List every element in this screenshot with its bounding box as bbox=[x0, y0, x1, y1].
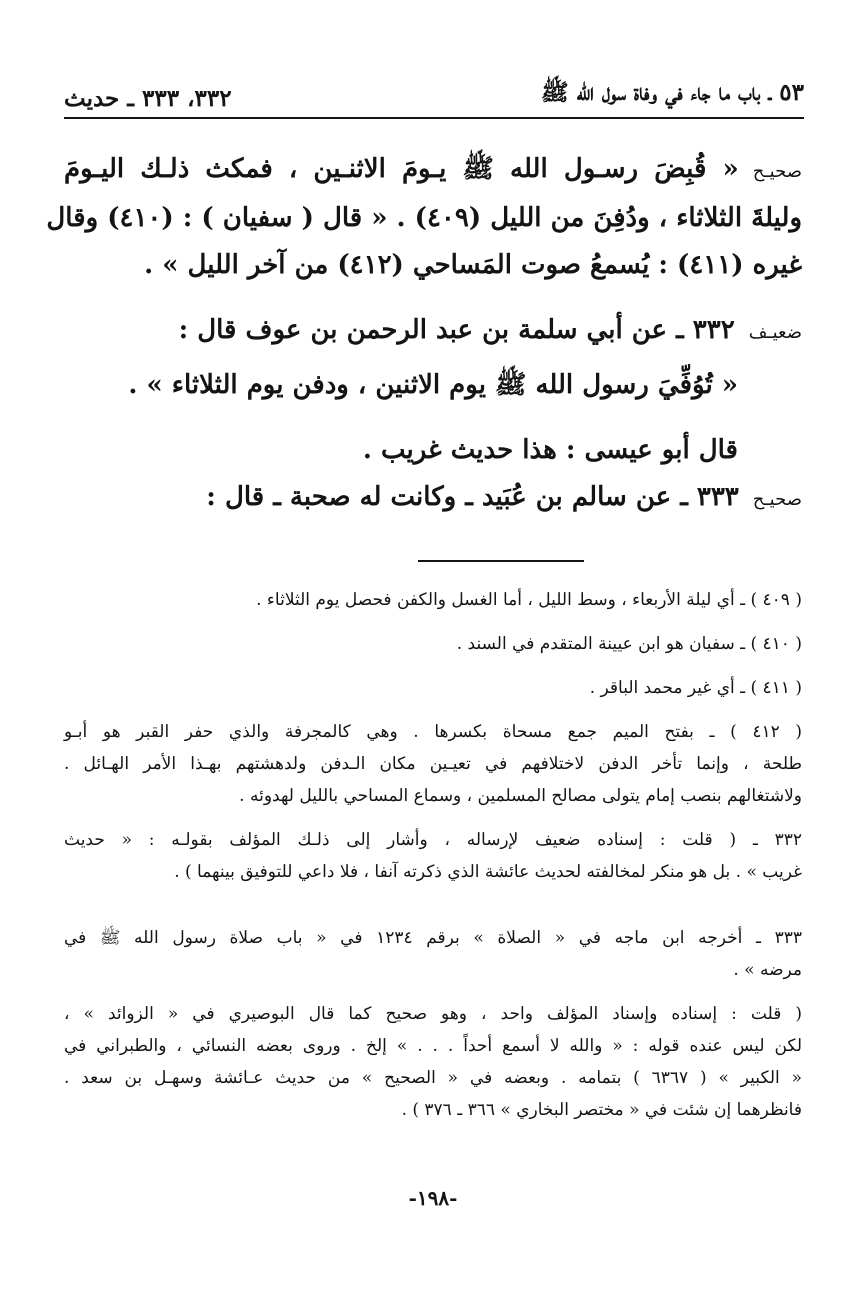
commentary-332: ٣٣٢ ـ ( قلت : إسناده ضعيف لإرساله ، وأشار إلى ذلـك المؤلف بقولـه : « حديث غريب » . بل هو منكر لمخالفته لحديث عائشة الذي ذكرته آنفا ، فلا داعي للتوفيق بينهما ) . bbox=[64, 830, 802, 882]
grade-label: ضعيـف bbox=[748, 322, 802, 343]
hadith-332-text: « تُوُفِّيَ رسول الله ﷺ يوم الاثنين ، ودفن يوم الثلاثاء » . bbox=[128, 370, 738, 400]
hadith-332-comment: قال أبو عيسى : هذا حديث غريب . bbox=[362, 435, 738, 465]
footnote-411: ( ٤١١ ) ـ أي غير محمد الباقر . bbox=[589, 678, 802, 698]
footnotes bbox=[64, 584, 802, 1138]
hadith-332-intro: ضعيـف٣٣٢ ـ عن أبي سلمة بن عبد الرحمن بن عوف قال : bbox=[178, 315, 802, 345]
commentary-333-verdict: ( قلت : إسناده وإسناد المؤلف واحد ، وهو صحيح كما قال البوصيري في « الزوائد » ، لكن ليس عنده قوله : « والله لا أسمع أحداً . . . » إلخ . وروى بعضه النسائي ، والطبراني في « الكبير » ( ٦٣٦٧ ) بتمامه . وبعضه في « الصحيح » من حديث عـائشة وسهـل بن سعد . فانظرهما إن شئت في « مختصر البخاري » ٣٦٦ ـ ٣٧٦ ) . bbox=[64, 1004, 802, 1120]
footnote-409: ( ٤٠٩ ) ـ أي ليلة الأربعاء ، وسط الليل ، أما الغسل والكفن فحصل يوم الثلاثاء . bbox=[256, 590, 802, 610]
commentary-333: ٣٣٣ ـ أخرجه ابن ماجه في « الصلاة » برقم ١٢٣٤ في « باب صلاة رسول الله ﷺ في مرضه » . bbox=[64, 928, 802, 980]
hadith-range: ٣٣٢، ٣٣٣ ـ حديث bbox=[64, 85, 232, 112]
chapter-title: ٥٣ ـ باب ما جاء في وفاة سول الله ﷺ bbox=[540, 79, 804, 106]
running-header bbox=[64, 62, 804, 112]
grade-label: صحيـح bbox=[752, 489, 802, 510]
footnote-410: ( ٤١٠ ) ـ سفيان هو ابن عيينة المتقدم في السند . bbox=[456, 634, 802, 654]
hadith-331-line-1: صحيـح« قُبِضَ رسـول الله ﷺ يـومَ الاثنـين ، فمكث ذلـك اليـومَ bbox=[64, 154, 802, 184]
footnote-412: ( ٤١٢ ) ـ بفتح الميم جمع مسحاة بكسرها . وهي كالمجرفة والذي حفر القبر هو أبـو طلحة ، وإنما تأخر الدفن لاختلافهم في تعيـين مكان الـدفن ولدهشتهم بهـذا الأمر الهـائل . ولاشتغالهم بنصب إمام يتولى مصالح المسلمين ، وسماع المساحي بالليل لهدوئه . bbox=[64, 722, 802, 806]
footnote-divider bbox=[418, 560, 584, 562]
hadith-331-line-3: غيره (٤١١) : يُسمعُ صوت المَساحي (٤١٢) من آخر الليل » . bbox=[144, 250, 802, 280]
hadith-333-intro: صحيـح٣٣٣ ـ عن سالم بن عُبَيد ـ وكانت له صحبة ـ قال : bbox=[206, 482, 802, 512]
hadith-331-line-2: وليلةَ الثلاثاء ، ودُفِنَ من الليل (٤٠٩) . « قال ( سفيان ) : (٤١٠) وقال bbox=[46, 203, 802, 233]
header-divider bbox=[64, 117, 804, 119]
grade-label: صحيـح bbox=[752, 161, 802, 182]
hadith-text bbox=[46, 146, 802, 523]
page-number: -١٩٨- bbox=[408, 1186, 458, 1210]
